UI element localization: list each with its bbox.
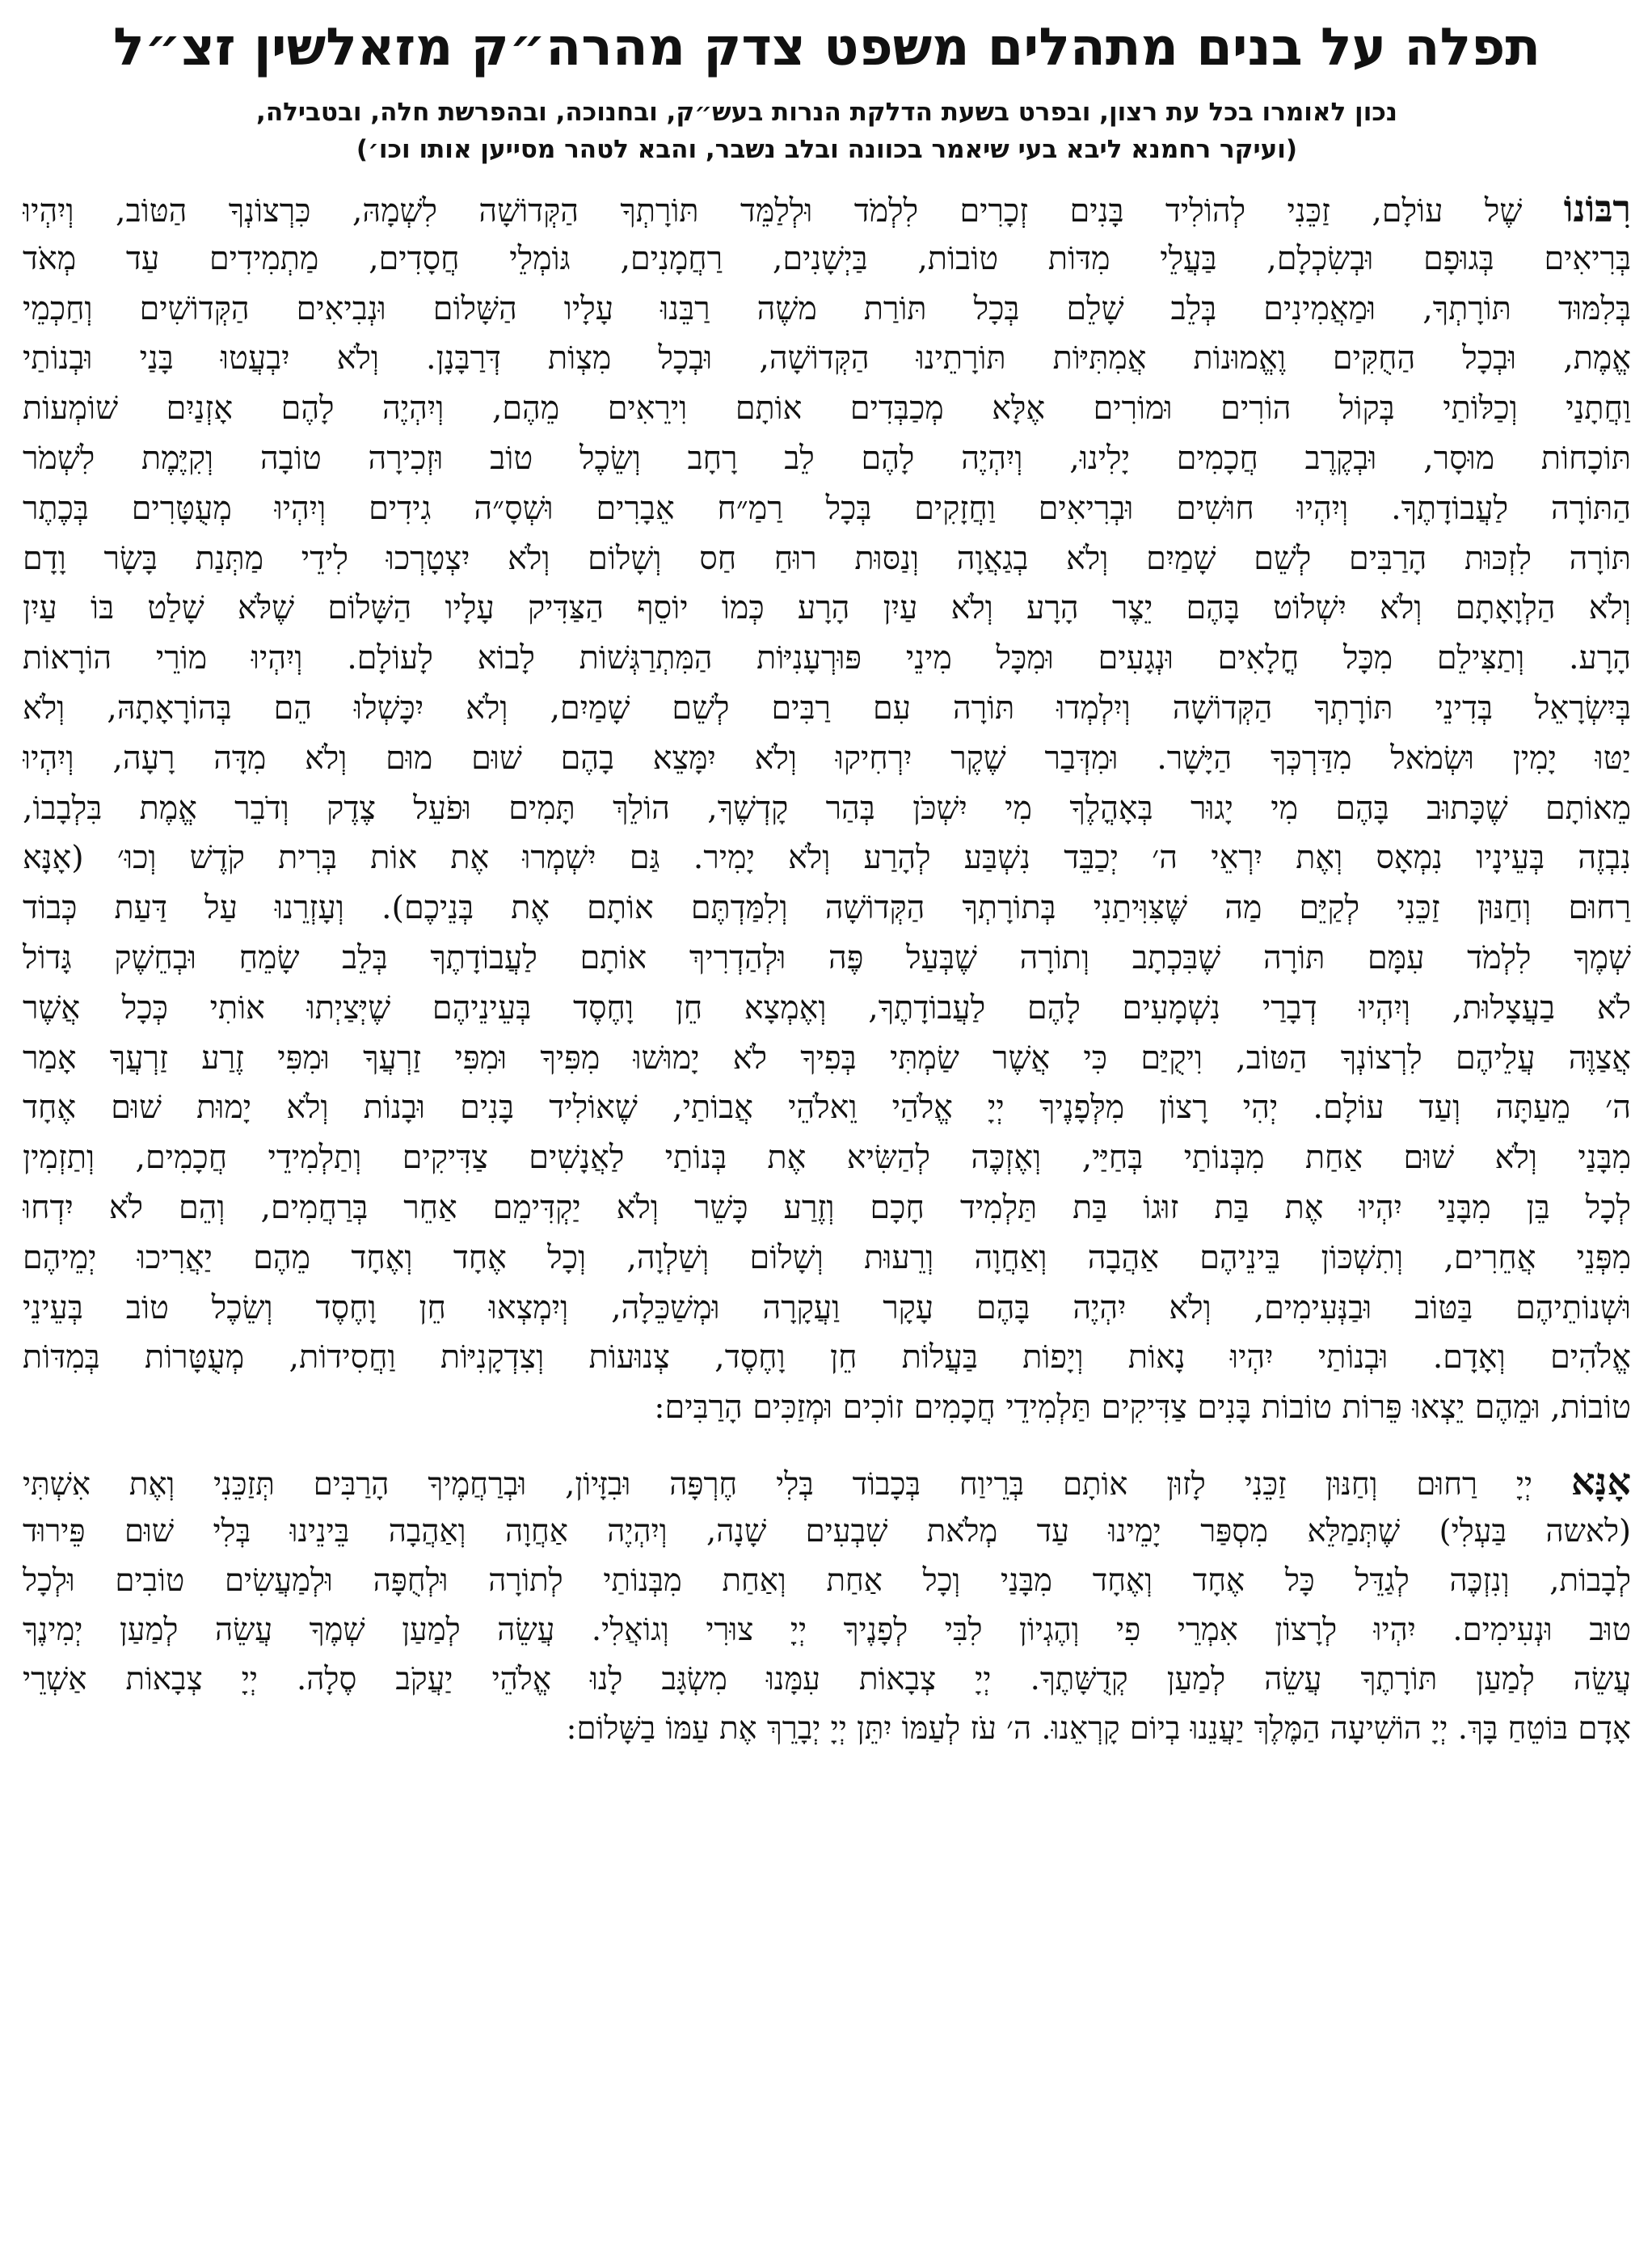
text-line: ה׳ מֵעַתָּה וְעַד עוֹלָם. יְהִי רָצוֹן מִלְּפָנֶיךָ יְיָ אֱלֹהַי וֵאלֹהֵי אֲבוֹתַי, שֶׁאוֹלִיד בָּנִים וּבָנוֹת וְלֹא יָמוּת שׁוּם אֶחָד (23, 1089, 1631, 1127)
text-line: תּוֹכָחוֹת מוּסָר, וּבְקֶרֶב חֲכָמִים יָלִינוּ, וְיִהְיֶה לָהֶם לֵב רָחָב וְשֵׂכֶל טוֹב וּזְכִירָה טוֹבָה וְקִיֶּמֶת לִשְׁמֹר (23, 439, 1631, 477)
text-line: רִבּוֹנוֹ שֶׁל עוֹלָם, זַכֵּנִי לְהוֹלִיד בָּנִים זְכָרִים לִלְמֹד וּלְלַמֵּד תּוֹרָתְךָ הַקְּדוֹשָׁה לִשְׁמָהּ, כִּרְצוֹנְךָ הַטּוֹב, וְיִהְיוּ (23, 187, 1631, 230)
paragraph-2 (23, 1457, 1631, 1753)
text-line: מִפְּנֵי אֲחֵרִים, וְתִשְׁכּוֹן בֵּינֵיהֶם אַהֲבָה וְאַחֲוָה וְרֵעוּת וְשָׁלוֹם וְשַׁלְוָה, וְכָל אֶחָד וְאֶחָד מֵהֶם יַאֲרִיכוּ יְמֵיהֶם (23, 1238, 1631, 1276)
text-line: בְּלִמּוּד תּוֹרָתְךָ, וּמַאֲמִינִים בְּלֵב שָׁלֵם בְּכָל תּוֹרַת משֶׁה רַבֵּנוּ עָלָיו הַשָּׁלוֹם וּנְבִיאִים הַקְּדוֹשִׁים וְחַכְמֵי (23, 289, 1631, 327)
paragraph-1 (23, 184, 1631, 1433)
text-line: הַתּוֹרָה לַעֲבוֹדָתֶךָ. וְיִהְיוּ חוּשִׁים וּבְרִיאִים וַחֲזָקִים בְּכָל רַמַ״ח אֵבָרִים וּשְׁסָ״ה גִידִים וְיִהְיוּ מְעֻטָּרִים בְּכֶתֶר (23, 489, 1631, 527)
text-line: בְּרִיאִים בְּגוּפָם וּבְשִׂכְלָם, בַּעֲלֵי מִדּוֹת טוֹבוֹת, בַּיְשָׁנִים, רַחֲמָנִים, גּוֹמְלֵי חֲסָדִים, מַתְמִידִים עַד מְאֹד (23, 239, 1631, 277)
text-line: (לאשה בַּעְלִי) שֶׁתְּמַלֵּא מִסְפַּר יָמֵינוּ עַד מְלֹאת שִׁבְעִים שָׁנָה, וְיִהְיֶה אַחֲוָה וְאַהֲבָה בֵּינֵינוּ בְּלִי שׁוּם פֵּירוּד (23, 1512, 1631, 1549)
paragraph-opener-word: רִבּוֹנוֹ (1563, 187, 1631, 230)
text-line: הָרָע. וְתַצִּילֵם מִכָּל חֳלָאִים וּנְגָעִים וּמִכָּל מִינֵי פּוּרְעָנִיּוֹת הַמִּתְרַגְּשׁוֹת לָבוֹא לָעוֹלָם. וְיִהְיוּ מוֹרֵי הוֹרָאוֹת (23, 639, 1631, 677)
text-line: שְׁמֶךָ לִלְמֹד עִמָּם תּוֹרָה שֶׁבִּכְתָב וְתוֹרָה שֶׁבְּעַל פֶּה וּלְהַדְרִיךְ אוֹתָם לַעֲבוֹדָתֶךָ בְּלֵב שָׂמֵחַ וּבְחֵשֶׁק גָּדוֹל (23, 938, 1631, 976)
text-line: לְבָבוֹת, וְנִזְכֶּה לְגַדֵּל כָּל אֶחָד וְאֶחָד מִבָּנַי וְכָל אַחַת וְאַחַת מִבְּנוֹתַי לְתוֹרָה וּלְחֻפָּה וּלְמַעֲשִׂים טוֹבִים וּלְכָל (23, 1562, 1631, 1599)
text-line: טוּב וּנְעִימִים. יִהְיוּ לְרָצוֹן אִמְרֵי פִי וְהֶגְיוֹן לִבִּי לְפָנֶיךָ יְיָ צוּרִי וְגוֹאֲלִי. עֲשֵׂה לְמַעַן שְׁמֶךָ עֲשֵׂה לְמַעַן יְמִינֶךָ (23, 1611, 1631, 1648)
text-line: רַחוּם וְחַנּוּן זַכֵּנִי לְקַיֵּם מַה שֶּׁצִּוִּיתַנִי בְּתוֹרָתְךָ הַקְּדוֹשָׁה וְלִמַּדְתֶּם אוֹתָם אֶת בְּנֵיכֶם). וְעָזְרֵנוּ עַל דַּעַת כְּבוֹד (23, 889, 1631, 927)
text-line: עֲשֵׂה לְמַעַן תּוֹרָתֶךָ עֲשֵׂה לְמַעַן קְדֻשָּׁתֶךָ. יְיָ צְבָאוֹת עִמָּנוּ מִשְׂגָּב לָנוּ אֱלֹהֵי יַעֲקֹב סֶלָה. יְיָ צְבָאוֹת אַשְׁרֵי (23, 1660, 1631, 1697)
text-line: נִבְזֶה בְּעֵינָיו נִמְאָס וְאֶת יִרְאֵי ה׳ יְכַבֵּד נִשְׁבַּע לְהָרַע וְלֹא יָמִיר. גַּם יִשְׁמְרוּ אֶת אוֹת בְּרִית קֹדֶשׁ וְכוּ׳ (אָנָּא (23, 839, 1631, 877)
text-line: אָנָּא יְיָ רַחוּם וְחַנּוּן זַכֵּנִי לָזוּן אוֹתָם בְּרֵיוַח בְּכָבוֹד בְּלִי חֶרְפָּה וּבִזָּיוֹן, וּבְרַחֲמֶיךָ הָרַבִּים תְּזַכֵּנִי וְאֶת אִשְׁתִּי (23, 1459, 1631, 1503)
text-line: מֵאוֹתָם שֶׁכָּתוּב בָּהֶם מִי יָגוּר בְּאָהֳלֶךָ מִי יִשְׁכֹּן בְּהַר קָדְשֶׁךָ, הוֹלֵךְ תָּמִים וּפֹעֵל צֶדֶק וְדֹבֵר אֱמֶת בִּלְבָבוֹ, (23, 789, 1631, 827)
text-line: אֲצַוֶּה עֲלֵיהֶם לִרְצוֹנְךָ הַטּוֹב, וִיקֻיַּם כִּי אֲשֶׁר שַׂמְתִּי בְּפִיךָ לֹא יָמוּשׁוּ מִפִּיךָ וּמִפִּי זַרְעֲךָ וּמִפִּי זֶרַע זַרְעֲךָ אָמַר (23, 1039, 1631, 1077)
text-line: יַטּוּ יָמִין וּשְׂמֹאל מִדַּרְכְּךָ הַיָּשָׁר. וּמִדְּבַר שֶׁקֶר יִרְחִיקוּ וְלֹא יִמָּצֵא בָהֶם שׁוּם מוּם וְלֹא מִדָּה רָעָה, וְיִהְיוּ (23, 739, 1631, 777)
text-line: וַחֲתָנַי וְכַלּוֹתַי בְּקוֹל הוֹרִים וּמוֹרִים אֶלָּא מְכַבְּדִים אוֹתָם וִירֵאִים מֵהֶם, וְיִהְיֶה לָהֶם אָזְנַיִם שׁוֹמְעוֹת (23, 390, 1631, 428)
paragraph-opener-word: אָנָּא (1570, 1459, 1631, 1503)
text-line: אָדָם בּוֹטֵחַ בָּךְ. יְיָ הוֹשִׁיעָה הַמֶּלֶךְ יַעֲנֵנוּ בְיוֹם קָרְאֵנוּ. ה׳ עֹז לְעַמּוֹ יִתֵּן יְיָ יְבָרֵךְ אֶת עַמּוֹ בַשָּׁלוֹם: (566, 1710, 1631, 1747)
text-line: אֱלֹהִים וְאָדָם. וּבְנוֹתַי יִהְיוּ נָאוֹת וְיָפוֹת בַּעֲלוֹת חֵן וָחֶסֶד, צְנוּעוֹת וְצִדְקָנִיּוֹת וַחֲסִידוֹת, מְעֻטָּרוֹת בְּמִדּוֹת (23, 1339, 1631, 1377)
text-line: וְלֹא הַלְוָאָתָם וְלֹא יִשְׁלוֹט בָּהֶם יֵצֶר הָרָע וְלֹא עַיִן הָרָע כְּמוֹ יוֹסֵף הַצַּדִּיק עָלָיו הַשָּׁלוֹם שֶׁלֹּא שָׁלַט בּוֹ עַיִן (23, 589, 1631, 627)
text-line: לֹא בַעֲצָלוּת, וְיִהְיוּ דְבָרַי נִשְׁמָעִים לָהֶם לַעֲבוֹדָתֶךָ, וְאֶמְצָא חֵן וָחֶסֶד בְּעֵינֵיהֶם שֶׁיְּצַיְתוּ אוֹתִי כְּכָל אֲשֶׁר (23, 989, 1631, 1027)
text-line: בְּיִשְׂרָאֵל בְּדִינֵי תּוֹרָתְךָ הַקְּדוֹשָׁה וְיִלְמְדוּ תּוֹרָה עִם רַבִּים לְשֵׁם שָׁמַיִם, וְלֹא יִכָּשְׁלוּ הֵם בְּהוֹרָאָתָהּ, וְלֹא (23, 689, 1631, 727)
text-line: וּשְׁנוֹתֵיהֶם בַּטּוֹב וּבַנְּעִימִים, וְלֹא יִהְיֶה בָּהֶם עָקָר וַעֲקָרָה וּמְשַׁכֵּלָה, וְיִמְצְאוּ חֵן וָחֶסֶד וְשֵׂכֶל טוֹב בְּעֵינֵי (23, 1288, 1631, 1326)
text-line: טוֹבוֹת, וּמֵהֶם יֵצְאוּ פֵּרוֹת טוֹבוֹת בָּנִים צַדִּיקִים תַּלְמִידֵי חֲכָמִים זוֹכִים וּמְזַכִּים הָרַבִּים: (654, 1389, 1631, 1427)
document-page (23, 11, 1631, 2226)
prayer-title: תפלה על בנים מתהלים משפט צדק מהרה״ק מזאלשין זצ״ל (112, 18, 1541, 78)
text-line: תּוֹרָה לִזְכּוּת הָרַבִּים לְשֵׁם שָׁמַיִם וְלֹא בְגַאֲוָה וְנַסּוּת רוּחַ חַס וְשָׁלוֹם וְלֹא יִצְטָרְכוּ לִידֵי מַתְּנַת בָּשָׂר וָדָם (23, 539, 1631, 577)
text-line: מִבָּנַי וְלֹא שׁוּם אַחַת מִבְּנוֹתַי בְּחַיַּי, וְאֶזְכֶּה לְהַשִּׂיא אֶת בְּנוֹתַי לַאֲנָשִׁים צַדִּיקִים וְתַלְמִידֵי חֲכָמִים, וְתַזְמִין (23, 1139, 1631, 1177)
subtitle-line-1: נכון לאומרו בכל עת רצון, ובפרט בשעת הדלקת הנרות בעש״ק, ובחנוכה, ובהפרשת חלה, ובטבילה, (256, 98, 1397, 127)
text-line: אֱמֶת, וּבְכָל הַחֻקִּים וֶאֱמוּנוֹת אֲמִתִּיּוֹת תּוֹרָתֵינוּ הַקְּדוֹשָׁה, וּבְכָל מִצְוֹת דְּרַבָּנָן. וְלֹא יִבְעֲטוּ בָּנַי וּבְנוֹתַי (23, 339, 1631, 377)
text-line: לְכָל בֵּן מִבָּנַי יִהְיוּ אֶת בַּת זוּגוֹ בַּת תַּלְמִיד חָכָם וְזֶרַע כָּשֵׁר וְלֹא יַקְדִּימֵם אַחֵר בְּרַחֲמִים, וְהֵם לֹא יִדְחוּ (23, 1188, 1631, 1226)
subtitle-line-2: (ועיקר רחמנא ליבא בעי שיאמר בכוונה ובלב נשבר, והבא לטהר מסייען אותו וכו׳) (356, 135, 1298, 164)
